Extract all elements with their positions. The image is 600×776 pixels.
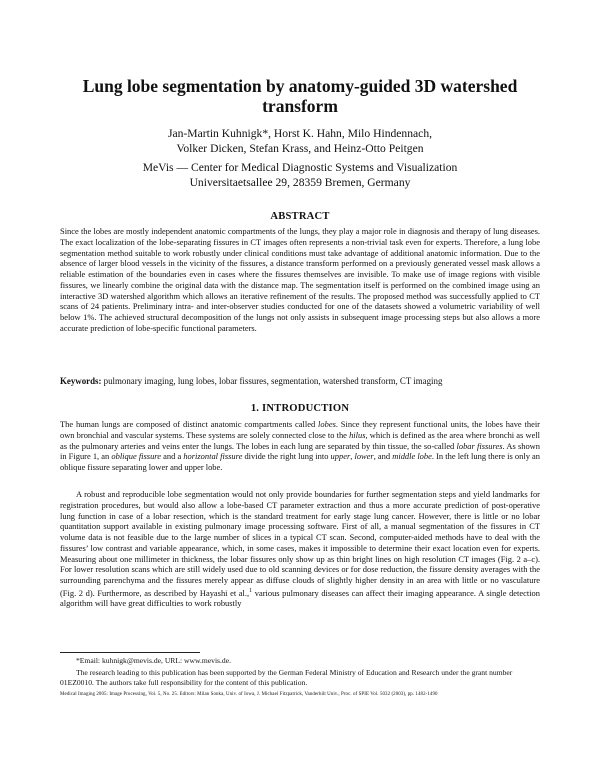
affiliation-line-2: Universitaetsallee 29, 28359 Bremen, Germany [189,176,411,189]
footnote-funding: The research leading to this publication has been supported by the German Federal Ministry of Education and Research under the grant number 01EZ0010. The authors take full responsibility for the content of this publication. [60,668,513,687]
footnote-rule [60,652,200,653]
paper-title: Lung lobe segmentation by anatomy-guided 3D watershed transform [82,76,518,116]
author-list [60,126,540,156]
authors-line-1: Jan-Martin Kuhnigk*, Horst K. Hahn, Milo Hindennach, [167,127,433,140]
keywords-text: pulmonary imaging, lung lobes, lobar fissures, segmentation, watershed transform, CT imaging [101,376,443,386]
intro-p1-text: . In the left lung there is only an oblique fissure separating lower and upper lobe. [60,451,541,472]
term-horizontal-fissure: horizontal fissure [183,451,243,462]
footnote-email: *Email: kuhnigk@mevis.de, URL: www.mevis.de. [76,656,231,665]
intro-p1-text: The human lungs are composed of distinct anatomic compartments called [60,419,319,429]
intro-paragraph-1 [60,419,540,473]
term-lobes: lobes [318,419,336,429]
term-upper: upper [330,451,351,462]
intro-p2-text: A robust and reproducible lobe segmentation would not only provide boundaries for further segmentation steps and yield landmarks for registration procedures, but would also allow a lobe-based CT parameter extraction and thus a more accurate prediction of post-operative lung function in case of a lobar resection, which is the standard treatment for early stage lung cancer. However, there is little or no lobar quantitation support available in existing pulmonary image processing software. First of all, a manual segmentation of the fissures in CT volume data is not feasible due to the large number of slices in a typical CT scan. Second, computer-aided methods have to deal with the fissures’ low contrast and variable appearance, which, in some cases, makes it impossible to determine their exact location even for experts. Measuring about one millimeter in thickness, the lobar fissures only show up as thin bright lines on high resolution CT images (Fig. 2 a–c). For lower resolution scans which are still widely used due to old scanning devices or for dose reduction, the fissure density averages with the surrounding parenchyma and the fissures merely appear as diffuse clouds of slightly higher density in an area with little or no vasculature (Fig. 2 d). Furthermore, as described by Hayashi et al., [60,489,540,598]
affiliation-line-1: MeVis — Center for Medical Diagnostic Systems and Visualization [142,161,458,174]
intro-p1-text: . As shown in Figure 1, an [60,440,540,462]
intro-p1-text: and a [161,451,184,462]
intro-p1-text: , which is defined as the area where bronchi as well as the pulmonary arteries and veins enter the lungs. The lobes in each lung are separated by thin tissue, the so-called [60,429,541,451]
term-oblique-fissure: oblique fissure [111,451,162,462]
intro-p1-text: , and [373,451,393,462]
introduction-heading: 1. INTRODUCTION [250,403,350,414]
intro-p1-text: , [350,451,355,462]
intro-p1-text: divide the right lung into [242,451,331,462]
affiliation [60,160,540,190]
abstract-heading: ABSTRACT [270,211,330,222]
term-lower: lower [354,451,374,462]
intro-p1-text: . Since they represent functional units, the lobes have their own bronchial and vascular systems. These systems are solely connected close to the [60,419,540,440]
keywords-line [60,376,540,387]
running-footer: Medical Imaging 2005: Image Processing, Vol. 5, No. 25. Editors: Milan Sonka, Univ. of Iowa, J. Michael Fitzpatrick, Vanderbilt Univ., Proc. of SPIE Vol. 5032 (2003), pp. 1482-1490 [60,692,438,697]
term-lobar-fissures: lobar fissures [456,440,503,451]
abstract-body: Since the lobes are mostly independent anatomic compartments of the lungs, they play a major role in diagnosis and therapy of lung diseases. The exact localization of the lobe-separating fissures in CT images often represents a non-trivial task even for experts. Therefore, a lung lobe segmentation method suitable to work robustly under clinical conditions must take advantage of additional anatomic information. Due to the absence of larger blood vessels in the vicinity of the fissures, a distance transform performed on a previously generated vessel mask allows a reliable estimation of the boundaries even in cases where the fissures themselves are invisible. To make use of image regions with visible fissures, we linearly combine the original data with the distance map. The segmentation itself is performed on the combined image using an interactive 3D watershed algorithm which allows an iterative refinement of the results. The proposed method was successfully applied to CT scans of 24 patients. Preliminary intra- and inter-observer studies conducted for one of the datasets showed a volumetric variability of well below 1%. The achieved structural decomposition of the lungs not only assists in subsequent image processing steps but also allows a more accurate prediction of lobe-specific functional parameters. [60,226,540,333]
intro-paragraph-2 [60,489,540,609]
term-middle-lobe: middle lobe [392,451,432,462]
keywords-label: Keywords: [60,376,102,386]
intro-p2-tail: various pulmonary diseases can affect their imaging appearance. A single detection algorithm will have great difficulties to work robustly [60,587,540,609]
authors-line-2: Volker Dicken, Stefan Krass, and Heinz-Otto Peitgen [176,142,424,155]
term-hilus: hilus [349,429,366,440]
citation-ref: 1 [249,587,253,594]
